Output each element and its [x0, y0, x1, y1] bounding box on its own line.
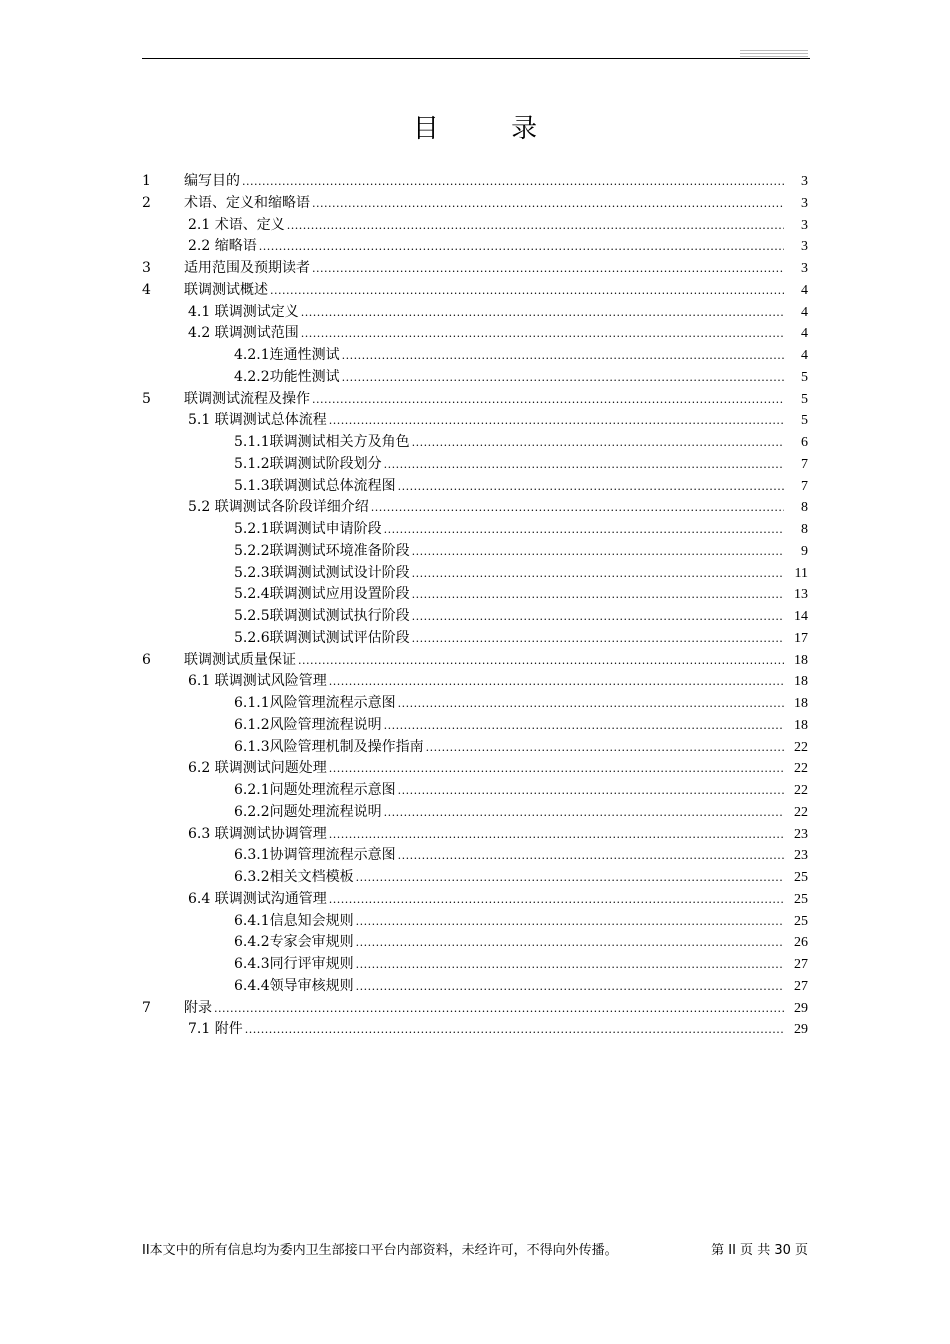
- toc-label: 4.2.2功能性测试: [234, 368, 340, 385]
- toc-page-number: 4: [801, 304, 808, 320]
- toc-page-number: 17: [794, 630, 808, 646]
- toc-number: 1: [142, 173, 151, 189]
- toc-entry-text: [184, 171, 784, 193]
- toc-page-number: 3: [801, 239, 808, 255]
- toc-entry[interactable]: [142, 367, 808, 389]
- toc-page-number: 22: [794, 739, 808, 755]
- toc-entry[interactable]: [142, 497, 808, 519]
- toc-entry[interactable]: [142, 954, 808, 976]
- toc-entry-text: [184, 193, 784, 215]
- toc-entry-text: [234, 476, 784, 498]
- toc-leader: [356, 867, 784, 889]
- toc-label: 5.2.3联调测试测试设计阶段: [234, 564, 410, 581]
- toc-entry-text: [184, 389, 784, 411]
- toc-entry[interactable]: [142, 998, 808, 1020]
- toc-label: 6.3 联调测试协调管理: [188, 825, 327, 842]
- toc-leader: [426, 737, 784, 759]
- toc-label: 联调测试流程及操作: [184, 390, 310, 407]
- toc-number: 2: [142, 194, 151, 211]
- toc-entry[interactable]: [142, 454, 808, 476]
- toc-entry[interactable]: [142, 932, 808, 954]
- toc-entry[interactable]: [142, 650, 808, 672]
- toc-page-number: 8: [801, 500, 808, 516]
- header-rule: [142, 58, 810, 59]
- toc-leader: [412, 628, 784, 650]
- toc-leader: [356, 954, 784, 976]
- toc-leader: [301, 323, 784, 345]
- toc-leader: [298, 650, 784, 672]
- toc-page-number: 4: [801, 348, 808, 363]
- toc-entry-text: [234, 454, 784, 476]
- toc-page-number: 18: [794, 652, 808, 668]
- toc-entry-text: [188, 302, 784, 324]
- toc-entry-text: [234, 802, 784, 824]
- toc-label: 6.4.2专家会审规则: [234, 934, 354, 951]
- toc-entry-text: [234, 715, 784, 737]
- toc-entry[interactable]: [142, 715, 808, 737]
- toc-entry-text: [234, 737, 784, 759]
- toc-entry[interactable]: [142, 889, 808, 911]
- toc-leader: [356, 911, 784, 933]
- toc-entry-text: [234, 867, 784, 889]
- toc-page-number: 11: [794, 565, 808, 581]
- toc-page-number: 26: [794, 935, 808, 951]
- toc-leader: [270, 280, 784, 302]
- toc-leader: [329, 824, 784, 846]
- toc-label: 联调测试质量保证: [184, 651, 296, 668]
- toc-label: 6.1.3风险管理机制及操作指南: [234, 738, 424, 755]
- toc-page-number: 6: [801, 435, 808, 450]
- toc-entry[interactable]: [142, 389, 808, 411]
- toc-entry[interactable]: [142, 758, 808, 780]
- toc-entry[interactable]: [142, 171, 808, 193]
- toc-page-number: 5: [801, 413, 808, 429]
- toc-entry-text: [234, 954, 784, 976]
- toc-leader: [356, 976, 784, 998]
- toc-leader: [259, 236, 784, 258]
- toc-label: 6.2 联调测试问题处理: [188, 760, 327, 777]
- toc-entry-text: [188, 236, 784, 258]
- toc-entry[interactable]: [142, 628, 808, 650]
- toc-page-number: 18: [794, 696, 808, 711]
- toc-entry[interactable]: [142, 824, 808, 846]
- toc-entry-text: [234, 519, 784, 541]
- toc-leader: [384, 802, 784, 824]
- toc-entry[interactable]: [142, 280, 808, 302]
- toc-entry-text: [234, 628, 784, 650]
- toc-leader: [329, 671, 784, 693]
- toc-label: 6.4.1信息知会规则: [234, 912, 354, 929]
- toc-leader: [384, 454, 784, 476]
- toc-leader: [412, 432, 784, 454]
- toc-label: 联调测试概述: [184, 281, 268, 298]
- header-decoration: [740, 56, 808, 57]
- toc-page-number: 9: [801, 543, 808, 559]
- toc-page-number: 4: [801, 326, 808, 342]
- toc-entry[interactable]: [142, 1019, 808, 1041]
- toc-label: 5.1.1联调测试相关方及角色: [234, 434, 410, 450]
- table-of-contents: [142, 171, 808, 1041]
- toc-entry[interactable]: [142, 432, 808, 454]
- toc-entry[interactable]: [142, 845, 808, 867]
- toc-label: 6.2.1问题处理流程示意图: [234, 782, 396, 798]
- toc-leader: [214, 998, 784, 1020]
- toc-entry-text: [188, 215, 784, 237]
- toc-number: 6: [142, 651, 151, 668]
- toc-page-number: 27: [794, 978, 808, 994]
- toc-leader: [384, 715, 784, 737]
- toc-label: 6.4 联调测试沟通管理: [188, 890, 327, 907]
- toc-leader: [398, 476, 784, 498]
- toc-page-number: 3: [801, 195, 808, 211]
- toc-number: 4: [142, 281, 151, 298]
- toc-leader: [342, 345, 784, 367]
- toc-label: 6.4.3同行评审规则: [234, 956, 354, 972]
- toc-leader: [398, 780, 784, 802]
- toc-entry-text: [184, 998, 784, 1020]
- toc-entry-text: [188, 410, 784, 432]
- toc-leader: [412, 584, 784, 606]
- toc-page-number: 13: [794, 587, 808, 603]
- toc-entry-text: [188, 497, 784, 519]
- toc-page-number: 25: [794, 891, 808, 907]
- toc-label: 4.1 联调测试定义: [188, 303, 299, 320]
- toc-entry-text: [234, 845, 784, 867]
- toc-entry[interactable]: [142, 215, 808, 237]
- toc-page-number: 7: [801, 456, 808, 472]
- toc-label: 6.3.1协调管理流程示意图: [234, 847, 396, 864]
- toc-leader: [356, 932, 784, 954]
- toc-page-number: 5: [801, 391, 808, 407]
- toc-entry[interactable]: [142, 606, 808, 628]
- toc-label: 5.2.1联调测试申请阶段: [234, 521, 382, 537]
- header-decoration: [740, 53, 808, 54]
- toc-entry[interactable]: [142, 258, 808, 280]
- toc-page-number: 29: [794, 1000, 808, 1016]
- toc-leader: [287, 215, 784, 237]
- toc-label: 6.1.2风险管理流程说明: [234, 716, 382, 733]
- toc-entry[interactable]: [142, 519, 808, 541]
- toc-page-number: 18: [794, 717, 808, 733]
- toc-leader: [398, 845, 784, 867]
- toc-leader: [312, 258, 784, 280]
- toc-entry-text: [234, 606, 784, 628]
- toc-entry[interactable]: [142, 737, 808, 759]
- toc-label: 6.1.1风险管理流程示意图: [234, 695, 396, 711]
- toc-entry-text: [188, 889, 784, 911]
- toc-page-number: 23: [794, 826, 808, 842]
- toc-entry-text: [234, 541, 784, 563]
- toc-entry-text: [188, 824, 784, 846]
- toc-page-number: 22: [794, 804, 808, 820]
- toc-entry[interactable]: [142, 671, 808, 693]
- toc-label: 7.1 附件: [188, 1021, 243, 1038]
- toc-label: 5.1.3联调测试总体流程图: [234, 477, 396, 494]
- toc-entry-text: [234, 911, 784, 933]
- toc-leader: [342, 367, 784, 389]
- toc-entry-text: [234, 367, 784, 389]
- toc-label: 6.3.2相关文档模板: [234, 869, 354, 885]
- toc-page-number: 25: [794, 870, 808, 885]
- toc-leader: [329, 410, 784, 432]
- toc-page-number: 25: [794, 913, 808, 929]
- toc-page-number: 18: [794, 674, 808, 690]
- toc-leader: [329, 758, 784, 780]
- toc-label: 5.2.2联调测试环境准备阶段: [234, 542, 410, 559]
- toc-number: 7: [142, 999, 151, 1016]
- footer-page-info: 第 II 页 共 30 页: [711, 1243, 808, 1258]
- toc-entry[interactable]: [142, 693, 808, 715]
- toc-entry-text: [188, 671, 784, 693]
- toc-page-number: 3: [801, 217, 808, 233]
- toc-entry-text: [184, 650, 784, 672]
- toc-page-number: 27: [794, 957, 808, 972]
- toc-page-number: 5: [801, 369, 808, 385]
- toc-entry[interactable]: [142, 780, 808, 802]
- toc-leader: [398, 693, 784, 715]
- toc-leader: [245, 1019, 784, 1041]
- page-title: 目 录: [412, 114, 570, 144]
- toc-label: 5.2.5联调测试测试执行阶段: [234, 608, 410, 624]
- toc-entry-text: [234, 584, 784, 606]
- toc-page-number: 29: [794, 1022, 808, 1038]
- toc-label: 6.2.2问题处理流程说明: [234, 803, 382, 820]
- toc-entry-text: [234, 563, 784, 585]
- toc-page-number: 3: [801, 174, 808, 189]
- toc-entry-text: [234, 976, 784, 998]
- toc-entry-text: [184, 280, 784, 302]
- toc-label: 2.2 缩略语: [188, 238, 257, 255]
- toc-label: 2.1 术语、定义: [188, 216, 285, 233]
- toc-entry[interactable]: [142, 867, 808, 889]
- toc-entry[interactable]: [142, 302, 808, 324]
- toc-leader: [384, 519, 784, 541]
- toc-entry[interactable]: [142, 911, 808, 933]
- toc-label: 术语、定义和缩略语: [184, 194, 310, 211]
- toc-entry[interactable]: [142, 236, 808, 258]
- toc-label: 5.2.4联调测试应用设置阶段: [234, 586, 410, 603]
- toc-entry-text: [234, 932, 784, 954]
- toc-leader: [412, 563, 784, 585]
- header-decoration: [740, 50, 808, 51]
- toc-page-number: 3: [801, 261, 808, 276]
- toc-leader: [312, 193, 784, 215]
- toc-label: 5.2.6联调测试测试评估阶段: [234, 629, 410, 646]
- toc-label: 附录: [184, 999, 212, 1016]
- toc-entry[interactable]: [142, 541, 808, 563]
- toc-label: 6.4.4领导审核规则: [234, 977, 354, 994]
- toc-leader: [312, 389, 784, 411]
- toc-label: 6.1 联调测试风险管理: [188, 673, 327, 690]
- toc-entry-text: [188, 323, 784, 345]
- toc-leader: [412, 541, 784, 563]
- toc-entry[interactable]: [142, 802, 808, 824]
- toc-entry-text: [234, 693, 784, 715]
- toc-entry[interactable]: [142, 976, 808, 998]
- toc-entry[interactable]: [142, 476, 808, 498]
- toc-entry-text: [234, 432, 784, 454]
- toc-entry-text: [184, 258, 784, 280]
- toc-page-number: 14: [794, 609, 808, 624]
- footer-notice: II本文中的所有信息均为委内卫生部接口平台内部资料，未经许可，不得向外传播。: [142, 1243, 618, 1258]
- toc-entry-text: [188, 758, 784, 780]
- toc-label: 4.2.1连通性测试: [234, 347, 340, 363]
- toc-page-number: 4: [801, 282, 808, 298]
- toc-label: 5.1 联调测试总体流程: [188, 412, 327, 429]
- toc-page-number: 23: [794, 848, 808, 864]
- page-footer: [142, 1239, 808, 1258]
- toc-entry[interactable]: [142, 323, 808, 345]
- toc-entry-text: [234, 780, 784, 802]
- toc-leader: [329, 889, 784, 911]
- toc-page-number: 22: [794, 761, 808, 777]
- toc-leader: [371, 497, 784, 519]
- toc-leader: [301, 302, 784, 324]
- toc-label: 5.2 联调测试各阶段详细介绍: [188, 499, 369, 516]
- toc-label: 4.2 联调测试范围: [188, 325, 299, 342]
- toc-entry[interactable]: [142, 193, 808, 215]
- toc-page-number: 8: [801, 522, 808, 537]
- toc-label: 5.1.2联调测试阶段划分: [234, 455, 382, 472]
- toc-number: 5: [142, 390, 151, 407]
- toc-leader: [242, 171, 784, 193]
- toc-leader: [412, 606, 784, 628]
- toc-entry[interactable]: [142, 345, 808, 367]
- toc-page-number: 22: [794, 783, 808, 798]
- toc-entry-text: [234, 345, 784, 367]
- toc-entry[interactable]: [142, 410, 808, 432]
- toc-entry[interactable]: [142, 563, 808, 585]
- toc-entry-text: [188, 1019, 784, 1041]
- toc-label: 适用范围及预期读者: [184, 260, 310, 276]
- toc-label: 编写目的: [184, 173, 240, 189]
- toc-entry[interactable]: [142, 584, 808, 606]
- toc-page-number: 7: [801, 478, 808, 494]
- toc-number: 3: [142, 260, 151, 276]
